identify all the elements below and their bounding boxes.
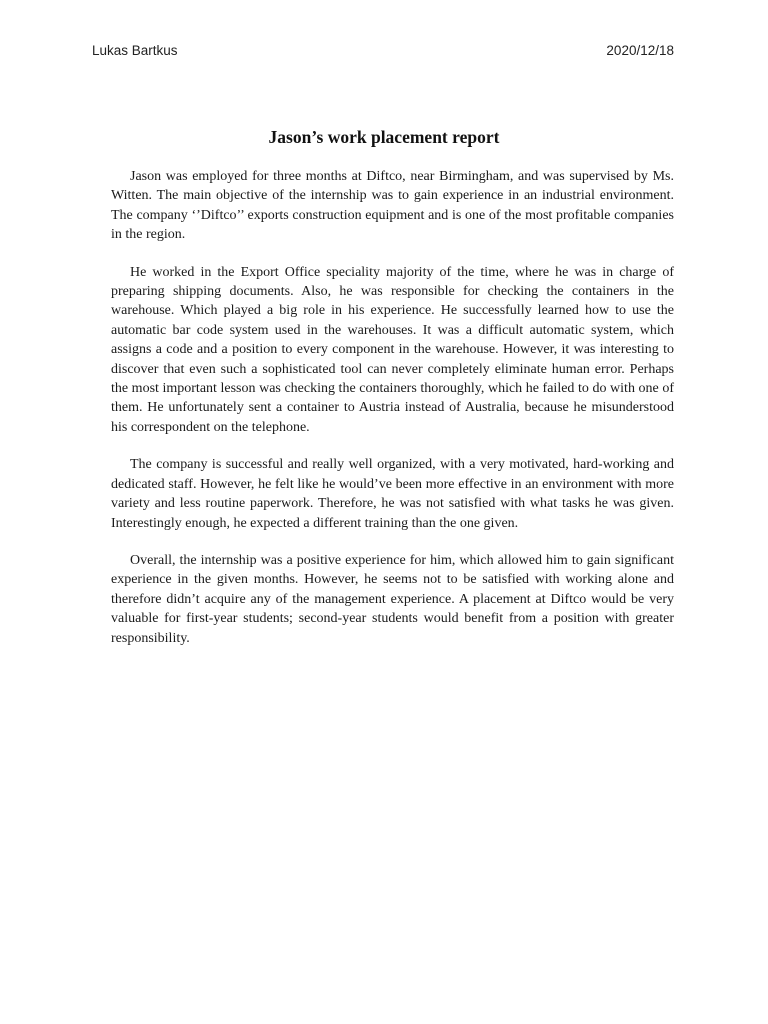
page-header — [92, 43, 674, 58]
paragraph-2: He worked in the Export Office speciality majority of the time, where he was in charge of preparing shipping documents. Also, he was responsible for checking the containers in the warehouse. Which played a big role in his experience. He successfully learned how to use the automatic bar code system used in the warehouses. It was a difficult automatic system, which assigns a code and a position to every component in the warehouse. However, it was interesting to discover that even such a sophisticated tool can never completely eliminate human error. Perhaps the most important lesson was checking the containers thoroughly, which he failed to do with one of them. He unfortunately sent a container to Austria instead of Australia, because he misunderstood his correspondent on the telephone. — [111, 264, 674, 435]
document-date: 2020/12/18 — [606, 43, 674, 58]
paragraph-4: Overall, the internship was a positive experience for him, which allowed him to gain significant experience in the given months. However, he seems not to be satisfied with working alone and therefore didn’t acquire any of the management experience. A placement at Diftco would be very valuable for first-year students; second-year students would benefit from a position with greater responsibility. — [111, 552, 674, 646]
document-body — [111, 167, 674, 666]
paragraph-1: Jason was employed for three months at Diftco, near Birmingham, and was supervised by Ms. Witten. The main objective of the internship was to gain experience in an industrial environment. The company ‘’Diftco’’ exports construction equipment and is one of the most profitable companies in the region. — [111, 169, 674, 243]
author-name: Lukas Bartkus — [92, 43, 178, 58]
paragraph-3: The company is successful and really well organized, with a very motivated, hard-working and dedicated staff. However, he felt like he would’ve been more effective in an environment with more variety and less routine paperwork. Therefore, he was not satisfied with what tasks he was given. Interestingly enough, he expected a different training than the one given. — [111, 457, 674, 531]
document-title: Jason’s work placement report — [268, 127, 500, 147]
